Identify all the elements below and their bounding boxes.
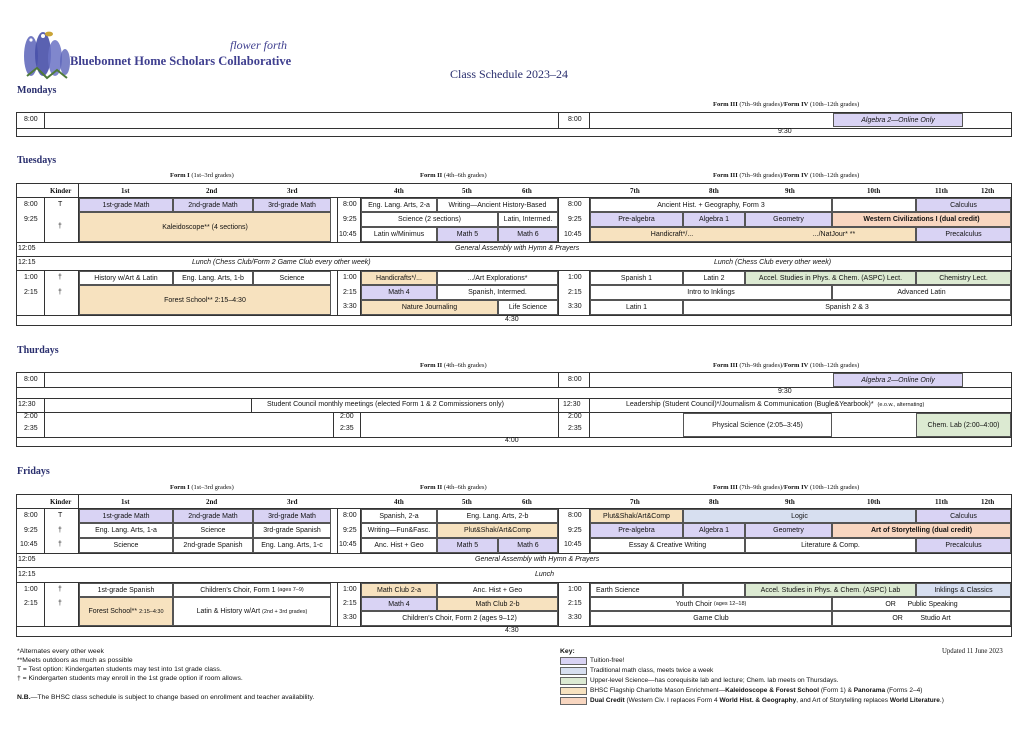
time-label: 8:00 bbox=[568, 201, 582, 208]
class-science-2-sections: Science (2 sections) bbox=[361, 212, 498, 227]
time-label: 2:00 bbox=[24, 413, 38, 420]
class-ela-2a: Eng. Lang. Arts, 2-a bbox=[361, 198, 437, 212]
col-header-10th: 10th bbox=[867, 498, 881, 506]
key-label: Dual Credit (Western Civ. I replaces Form 4 World Hist. & Geography, and Art of Storytelling replaces World Literature.) bbox=[590, 697, 944, 704]
day-heading-tuesday: Tuesdays bbox=[17, 155, 57, 166]
time-label: 10:45 bbox=[564, 541, 582, 548]
lunch-form-3-4: Lunch (Chess Club every other week) bbox=[714, 259, 832, 266]
class-spanish-intermediate: Spanish, Intermed. bbox=[437, 285, 558, 300]
col-header-3rd: 3rd bbox=[287, 187, 298, 195]
class-logic: Logic bbox=[683, 509, 916, 523]
class-game-club: Game Club bbox=[590, 611, 832, 626]
time-label: 4:30 bbox=[505, 316, 519, 323]
key-swatch-tuition-free bbox=[560, 657, 587, 665]
key-label: BHSC Flagship Charlotte Mason Enrichment—Kaleidoscope & Forest School (Form 1) & Panorama (Forms 2–4) bbox=[590, 687, 923, 694]
class-1st-grade-spanish: 1st-grade Spanish bbox=[79, 583, 173, 597]
form-label-2: Form II (4th–6th grades) bbox=[420, 172, 487, 179]
key-title: Key: bbox=[560, 648, 575, 655]
class-3rd-grade-spanish: 3rd-grade Spanish bbox=[253, 523, 331, 538]
time-label: 9:30 bbox=[778, 388, 792, 395]
time-label: 1:00 bbox=[343, 274, 357, 281]
general-assembly: General Assembly with Hymn & Prayers bbox=[475, 556, 600, 563]
class-spanish-2-3: Spanish 2 & 3 bbox=[683, 300, 1011, 315]
time-label: 3:30 bbox=[568, 303, 582, 310]
class-latin-intermediate: Latin, Intermed. bbox=[498, 212, 558, 227]
class-1st-grade-math: 1st-grade Math bbox=[79, 198, 173, 212]
class-algebra-2-online: Algebra 2—Online Only bbox=[833, 373, 963, 387]
time-label: 2:35 bbox=[24, 425, 38, 432]
kinder-enroll-mark: † bbox=[58, 223, 62, 230]
kinder-enroll-mark: † bbox=[58, 527, 62, 534]
kinder-enroll-mark: † bbox=[58, 586, 62, 593]
col-header-7th: 7th bbox=[630, 187, 640, 195]
time-label: 9:25 bbox=[568, 527, 582, 534]
time-label: 2:35 bbox=[340, 425, 354, 432]
time-label: 9:25 bbox=[24, 216, 38, 223]
class-spanish-1: Spanish 1 bbox=[590, 271, 683, 285]
col-header-12th: 12th bbox=[981, 187, 995, 195]
class-literature-comp: Literature & Comp. bbox=[745, 538, 916, 553]
empty-cell bbox=[683, 583, 745, 597]
class-chem-lab: Chem. Lab (2:00–4:00) bbox=[916, 413, 1011, 437]
class-youth-choir: Youth Choir (ages 12–18) bbox=[590, 597, 832, 611]
footnote: † = Kindergarten students may enroll in the 1st grade option if room allows. bbox=[17, 675, 243, 682]
time-label: 8:00 bbox=[24, 376, 38, 383]
class-geometry: Geometry bbox=[745, 523, 832, 538]
class-nature-journaling: Nature Journaling bbox=[361, 300, 498, 315]
class-2nd-grade-spanish: 2nd-grade Spanish bbox=[173, 538, 253, 553]
class-science: Science bbox=[79, 538, 173, 553]
time-label: 8:00 bbox=[343, 201, 357, 208]
form-label-3-4: Form III (7th–9th grades)/Form IV (10th–12th grades) bbox=[713, 101, 860, 108]
key-swatch-enrichment bbox=[560, 687, 587, 695]
class-latin-minimus: Latin w/Minimus bbox=[361, 227, 437, 242]
class-childrens-choir-form-1: Children's Choir, Form 1 (ages 7–9) bbox=[173, 583, 331, 597]
class-math-club-2b: Math Club 2-b bbox=[437, 597, 558, 611]
class-latin-history-art: Latin & History w/Art (2nd + 3rd grades) bbox=[173, 597, 331, 626]
day-heading-thursday: Thurdays bbox=[17, 345, 59, 356]
class-2nd-grade-math: 2nd-grade Math bbox=[173, 509, 253, 523]
time-label: 12:30 bbox=[563, 401, 581, 408]
class-precalculus: Precalculus bbox=[916, 538, 1011, 553]
page-title: Class Schedule 2023–24 bbox=[450, 67, 568, 81]
leadership-journalism: Leadership (Student Council)*/Journalism & Communication (Bugle&Yearbook)* (e.o.w., alternating) bbox=[626, 401, 925, 408]
class-advanced-latin: Advanced Latin bbox=[832, 285, 1011, 300]
kinder-test-mark: T bbox=[58, 512, 63, 519]
class-pre-algebra: Pre-algebra bbox=[590, 523, 683, 538]
class-science: Science bbox=[173, 523, 253, 538]
class-science: Science bbox=[253, 271, 331, 285]
class-spanish-2a: Spanish, 2-a bbox=[361, 509, 437, 523]
class-kaleidoscope: Kaleidoscope** (4 sections) bbox=[79, 212, 331, 242]
class-calculus: Calculus bbox=[916, 509, 1011, 523]
class-history-art-latin: History w/Art & Latin bbox=[79, 271, 173, 285]
time-label: 10:45 bbox=[20, 541, 38, 548]
class-intro-inklings: Intro to Inklings bbox=[590, 285, 832, 300]
time-label: 1:00 bbox=[24, 274, 38, 281]
key-label: Tuition-free! bbox=[590, 657, 625, 664]
time-label: 9:25 bbox=[343, 527, 357, 534]
class-ela-1b: Eng. Lang. Arts, 1-b bbox=[173, 271, 253, 285]
form-label-2: Form II (4th–6th grades) bbox=[420, 362, 487, 369]
tagline: flower forth bbox=[230, 38, 288, 52]
class-earth-science: Earth Science bbox=[590, 583, 683, 597]
time-label: 2:15 bbox=[568, 289, 582, 296]
class-1st-grade-math: 1st-grade Math bbox=[79, 509, 173, 523]
class-ancient-history-geo: Anc. Hist + Geo bbox=[361, 538, 437, 553]
form-label-1: Form I (1st–3rd grades) bbox=[170, 172, 234, 179]
key-label: Traditional math class, meets twice a week bbox=[590, 667, 714, 674]
key-swatch-science bbox=[560, 677, 587, 685]
time-label: 12:15 bbox=[18, 571, 36, 578]
col-header-kinder: Kinder bbox=[50, 187, 72, 195]
time-label: 8:00 bbox=[568, 376, 582, 383]
time-label: 3:30 bbox=[568, 614, 582, 621]
time-label: 1:00 bbox=[24, 586, 38, 593]
kinder-test-mark: T bbox=[58, 201, 63, 208]
class-handicrafts: Handicrafts*/... bbox=[361, 271, 437, 285]
class-writing-fun: Writing—Fun&Fasc. bbox=[361, 523, 437, 538]
col-header-11th: 11th bbox=[935, 187, 948, 195]
class-latin-1: Latin 1 bbox=[590, 300, 683, 315]
col-header-1st: 1st bbox=[121, 498, 130, 506]
time-label: 10:45 bbox=[564, 231, 582, 238]
footnote: *Alternates every other week bbox=[17, 648, 104, 655]
time-label: 8:00 bbox=[24, 201, 38, 208]
class-3rd-grade-math: 3rd-grade Math bbox=[253, 509, 331, 523]
form-label-3-4: Form III (7th–9th grades)/Form IV (10th–12th grades) bbox=[713, 172, 860, 179]
form-label-2: Form II (4th–6th grades) bbox=[420, 484, 487, 491]
class-ancient-history-geography: Ancient Hist. + Geography, Form 3 bbox=[590, 198, 832, 212]
kinder-enroll-mark: † bbox=[58, 289, 62, 296]
class-3rd-grade-math: 3rd-grade Math bbox=[253, 198, 331, 212]
class-geometry: Geometry bbox=[745, 212, 832, 227]
class-latin-2: Latin 2 bbox=[683, 271, 745, 285]
class-chemistry-lecture: Chemistry Lect. bbox=[916, 271, 1011, 285]
time-label: 12:05 bbox=[18, 245, 36, 252]
col-header-5th: 5th bbox=[462, 187, 472, 195]
class-algebra-1: Algebra 1 bbox=[683, 212, 745, 227]
col-header-7th: 7th bbox=[630, 498, 640, 506]
class-handicraft-natjour: Handicraft*/... .../NatJour* ** bbox=[590, 227, 916, 242]
time-label: 3:30 bbox=[343, 303, 357, 310]
col-header-1st: 1st bbox=[121, 187, 130, 195]
time-label: 2:15 bbox=[24, 600, 38, 607]
class-pre-algebra: Pre-algebra bbox=[590, 212, 683, 227]
class-aspc-lab: Accel. Studies in Phys. & Chem. (ASPC) Lab bbox=[745, 583, 916, 597]
time-label: 2:15 bbox=[24, 289, 38, 296]
time-label: 1:00 bbox=[343, 586, 357, 593]
time-label: 8:00 bbox=[568, 116, 582, 123]
class-algebra-2-online: Algebra 2—Online Only bbox=[833, 113, 963, 127]
class-math-6: Math 6 bbox=[498, 538, 558, 553]
class-precalculus: Precalculus bbox=[916, 227, 1011, 242]
time-label: 9:25 bbox=[568, 216, 582, 223]
class-essay-creative-writing: Essay & Creative Writing bbox=[590, 538, 745, 553]
col-header-4th: 4th bbox=[394, 498, 404, 506]
form-label-3-4: Form III (7th–9th grades)/Form IV (10th–12th grades) bbox=[713, 362, 860, 369]
day-heading-monday: Mondays bbox=[17, 85, 57, 96]
class-studio-art: OR Studio Art bbox=[832, 611, 1011, 626]
kinder-enroll-mark: † bbox=[58, 600, 62, 607]
class-life-science: Life Science bbox=[498, 300, 558, 315]
time-label: 9:25 bbox=[24, 527, 38, 534]
class-art-of-storytelling: Art of Storytelling (dual credit) bbox=[832, 523, 1011, 538]
class-plut-shak: Plut&Shak/Art&Comp bbox=[437, 523, 558, 538]
col-header-9th: 9th bbox=[785, 187, 795, 195]
time-label: 10:45 bbox=[339, 541, 357, 548]
key-label: Upper-level Science—has corequisite lab and lecture; Chem. lab meets on Thursdays. bbox=[590, 677, 839, 684]
col-header-kinder: Kinder bbox=[50, 498, 72, 506]
key-swatch-dual-credit bbox=[560, 697, 587, 705]
key-swatch-math bbox=[560, 667, 587, 675]
class-calculus: Calculus bbox=[916, 198, 1011, 212]
time-label: 12:15 bbox=[18, 259, 36, 266]
class-aspc-lecture: Accel. Studies in Phys. & Chem. (ASPC) Lect. bbox=[745, 271, 916, 285]
time-label: 8:00 bbox=[24, 116, 38, 123]
time-label: 8:00 bbox=[343, 512, 357, 519]
col-header-9th: 9th bbox=[785, 498, 795, 506]
org-name: Bluebonnet Home Scholars Collaborative bbox=[70, 54, 292, 68]
footnote: **Meets outdoors as much as possible bbox=[17, 657, 133, 664]
class-art-explorations: .../Art Explorations* bbox=[437, 271, 558, 285]
class-algebra-1: Algebra 1 bbox=[683, 523, 745, 538]
student-council-meetings: Student Council monthly meetings (elected Form 1 & 2 Commissioners only) bbox=[267, 401, 504, 408]
lunch: Lunch bbox=[535, 571, 555, 578]
footnote-nb: N.B.—The BHSC class schedule is subject to change based on enrollment and teacher availability. bbox=[17, 694, 315, 701]
class-ancient-history-geo: Anc. Hist + Geo bbox=[437, 583, 558, 597]
class-forest-school: Forest School** 2:15–4:30 bbox=[79, 597, 173, 626]
kinder-enroll-mark: † bbox=[58, 274, 62, 281]
col-header-5th: 5th bbox=[462, 498, 472, 506]
col-header-2nd: 2nd bbox=[206, 187, 218, 195]
class-math-5: Math 5 bbox=[437, 538, 498, 553]
time-label: 1:00 bbox=[568, 586, 582, 593]
class-physical-science: Physical Science (2:05–3:45) bbox=[683, 413, 832, 437]
class-math-6: Math 6 bbox=[498, 227, 558, 242]
col-header-12th: 12th bbox=[981, 498, 995, 506]
class-ela-1a: Eng. Lang. Arts, 1-a bbox=[79, 523, 173, 538]
time-label: 8:00 bbox=[568, 512, 582, 519]
class-ela-2b: Eng. Lang. Arts, 2-b bbox=[437, 509, 558, 523]
class-writing-ancient-history: Writing—Ancient History-Based bbox=[437, 198, 558, 212]
class-math-club-2a: Math Club 2-a bbox=[361, 583, 437, 597]
col-header-8th: 8th bbox=[709, 498, 719, 506]
col-header-6th: 6th bbox=[522, 187, 532, 195]
footnote: T = Test option: Kindergarten students may test into 1st grade class. bbox=[17, 666, 222, 673]
time-label: 2:00 bbox=[340, 413, 354, 420]
time-label: 2:15 bbox=[568, 600, 582, 607]
time-label: 2:15 bbox=[343, 600, 357, 607]
col-header-4th: 4th bbox=[394, 187, 404, 195]
class-childrens-choir-form-2: Children's Choir, Form 2 (ages 9–12) bbox=[361, 611, 558, 626]
form-label-1: Form I (1st–3rd grades) bbox=[170, 484, 234, 491]
class-public-speaking: OR Public Speaking bbox=[832, 597, 1011, 611]
time-label: 2:15 bbox=[343, 289, 357, 296]
time-label: 9:25 bbox=[343, 216, 357, 223]
form-label-3-4: Form III (7th–9th grades)/Form IV (10th–12th grades) bbox=[713, 484, 860, 491]
empty-cell bbox=[832, 198, 916, 212]
class-forest-school: Forest School** 2:15–4:30 bbox=[79, 285, 331, 315]
time-label: 4:30 bbox=[505, 627, 519, 634]
class-inklings-classics: Inklings & Classics bbox=[916, 583, 1011, 597]
bluebonnet-logo-icon bbox=[17, 28, 71, 80]
general-assembly: General Assembly with Hymn & Prayers bbox=[455, 245, 580, 252]
class-math-5: Math 5 bbox=[437, 227, 498, 242]
time-label: 12:05 bbox=[18, 556, 36, 563]
class-2nd-grade-math: 2nd-grade Math bbox=[173, 198, 253, 212]
class-math-4: Math 4 bbox=[361, 285, 437, 300]
col-header-2nd: 2nd bbox=[206, 498, 218, 506]
class-math-4: Math 4 bbox=[361, 597, 437, 611]
kinder-enroll-mark: † bbox=[58, 541, 62, 548]
time-label: 8:00 bbox=[24, 512, 38, 519]
col-header-8th: 8th bbox=[709, 187, 719, 195]
time-label: 12:30 bbox=[18, 401, 36, 408]
time-label: 2:00 bbox=[568, 413, 582, 420]
time-label: 4:00 bbox=[505, 437, 519, 444]
day-heading-friday: Fridays bbox=[17, 466, 50, 477]
time-label: 2:35 bbox=[568, 425, 582, 432]
col-header-3rd: 3rd bbox=[287, 498, 298, 506]
col-header-10th: 10th bbox=[867, 187, 881, 195]
col-header-11th: 11th bbox=[935, 498, 948, 506]
lunch-form-1-2: Lunch (Chess Club/Form 2 Game Club every other week) bbox=[192, 259, 371, 266]
class-plut-shak: Plut&Shak/Art&Comp bbox=[590, 509, 683, 523]
time-label: 1:00 bbox=[568, 274, 582, 281]
updated-date: Updated 11 June 2023 bbox=[942, 648, 1003, 655]
time-label: 9:30 bbox=[778, 128, 792, 135]
class-western-civilizations: Western Civilizations I (dual credit) bbox=[832, 212, 1011, 227]
time-label: 3:30 bbox=[343, 614, 357, 621]
time-label: 10:45 bbox=[339, 231, 357, 238]
class-ela-1c: Eng. Lang. Arts, 1-c bbox=[253, 538, 331, 553]
col-header-6th: 6th bbox=[522, 498, 532, 506]
